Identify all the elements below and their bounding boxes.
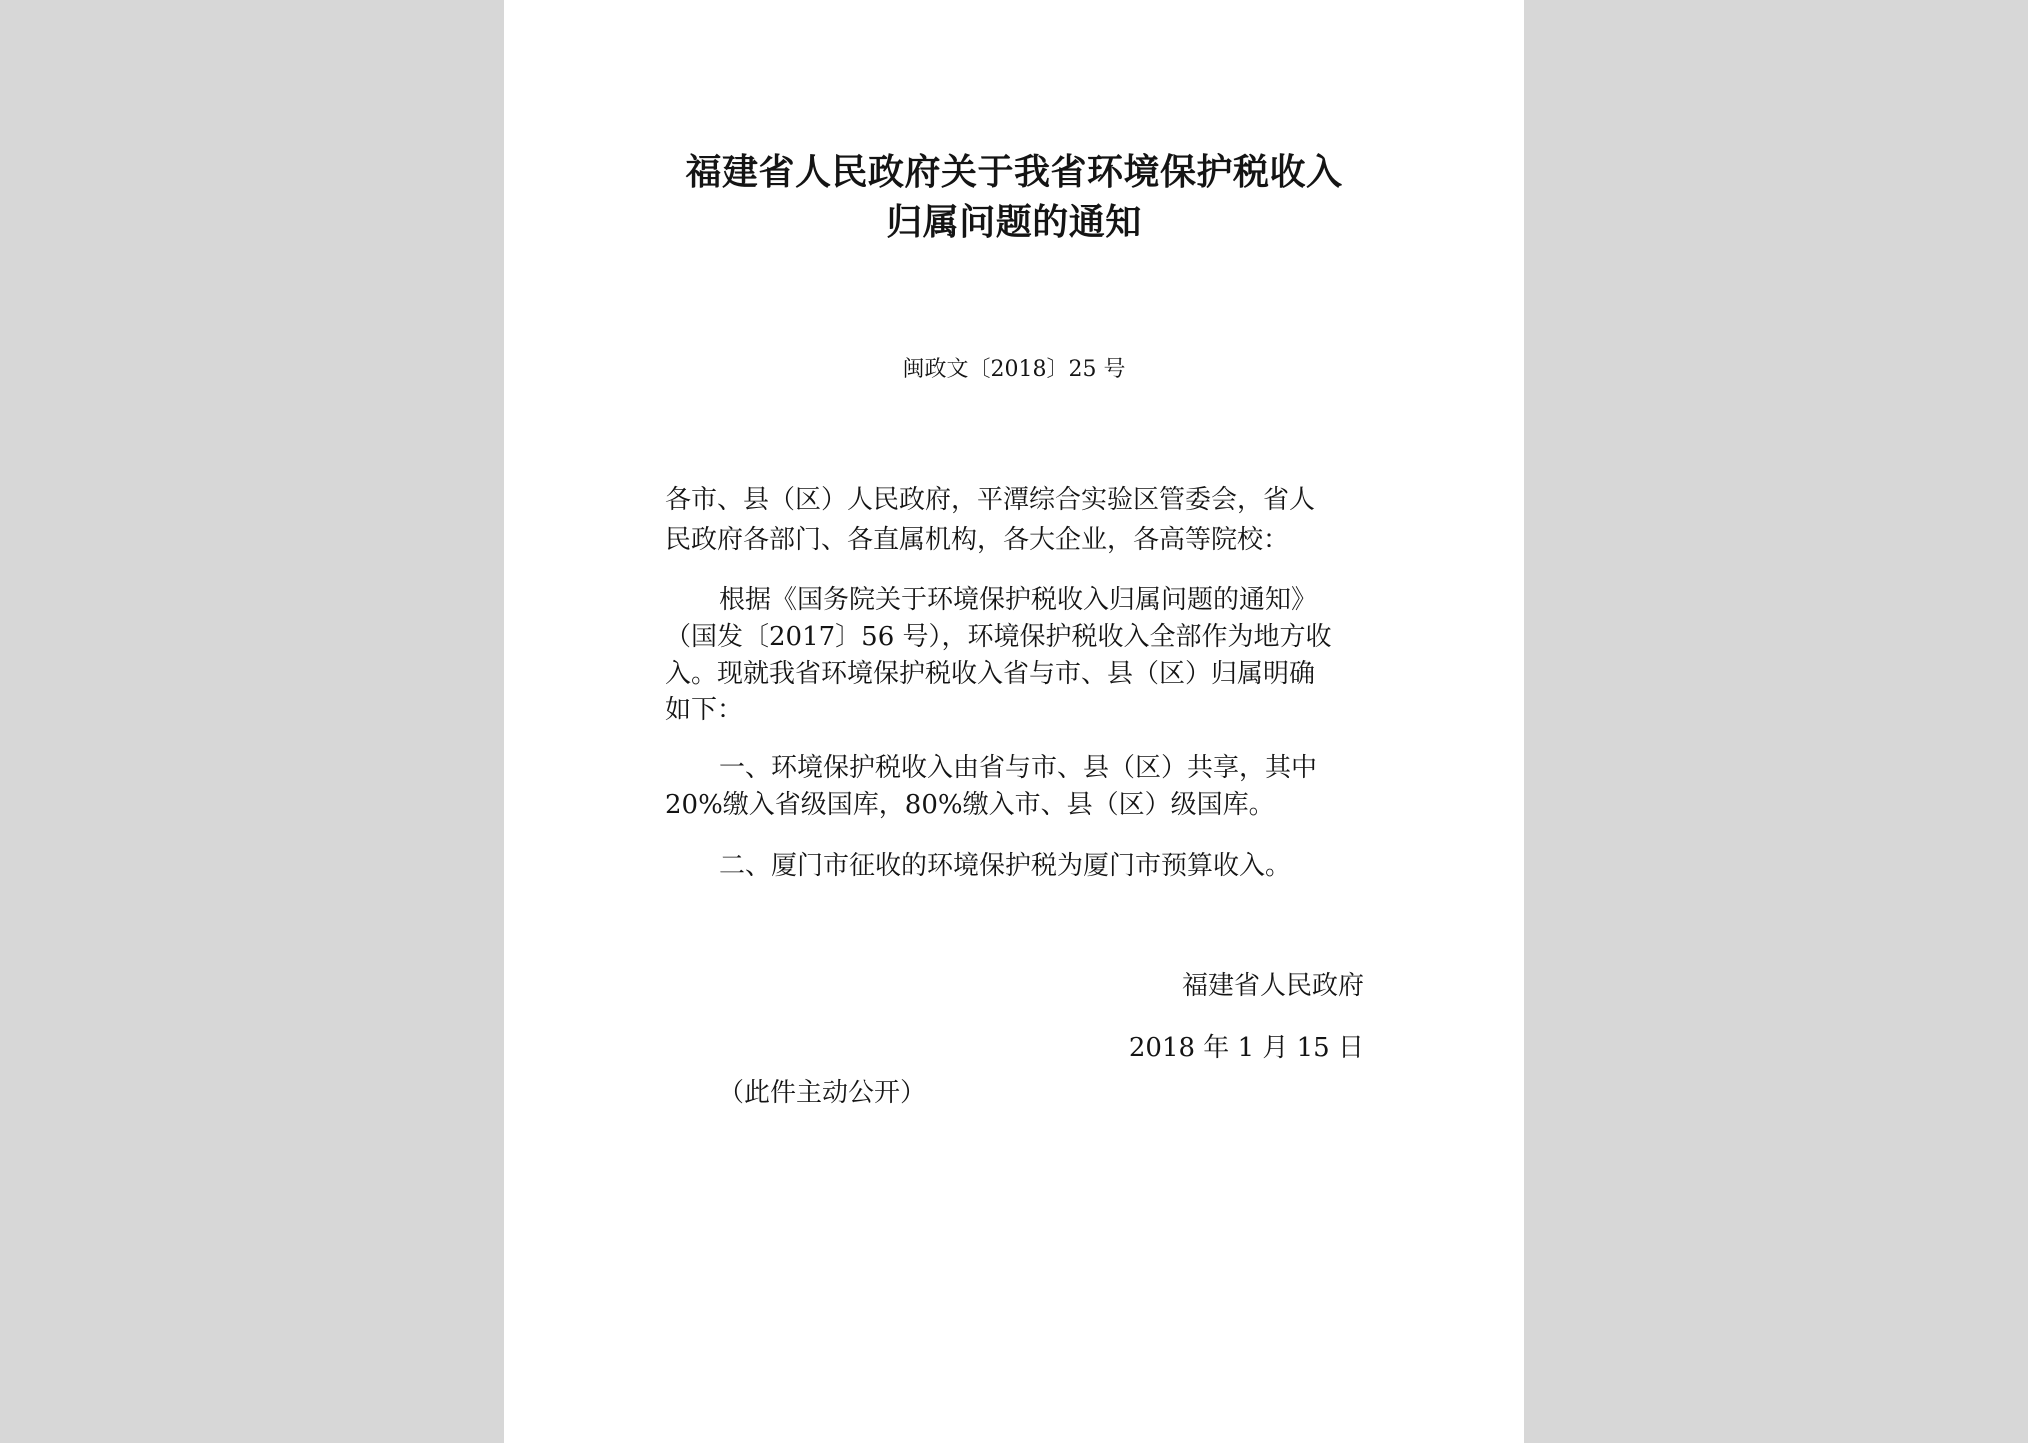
paragraph-1-line-2: （国发〔2017〕56 号），环境保护税收入全部作为地方收 [665, 622, 1332, 652]
item-1-line-1: 一、环境保护税收入由省与市、县（区）共享，其中 [719, 753, 1318, 783]
addressee-line-2: 民政府各部门、各直属机构，各大企业，各高等院校： [665, 525, 1290, 555]
paragraph-1-line-1: 根据《国务院关于环境保护税收入归属问题的通知》 [719, 585, 1318, 615]
document-title-line-1: 福建省人民政府关于我省环境保护税收入 [685, 152, 1343, 193]
addressee-line-1: 各市、县（区）人民政府，平潭综合实验区管委会，省人 [665, 485, 1316, 515]
paragraph-1-line-3: 入。现就我省环境保护税收入省与市、县（区）归属明确 [665, 659, 1316, 689]
item-2-line-1: 二、厦门市征收的环境保护税为厦门市预算收入。 [719, 851, 1292, 881]
document-title-line-2: 归属问题的通知 [886, 202, 1142, 243]
issue-date: 2018 年 1 月 15 日 [1128, 1033, 1364, 1063]
disclosure-note: （此件主动公开） [718, 1078, 927, 1108]
paragraph-1-line-4: 如下： [665, 695, 744, 725]
document-number: 闽政文〔2018〕25 号 [902, 357, 1126, 382]
document-page [504, 0, 1524, 1443]
issuer-signature: 福建省人民政府 [1181, 971, 1364, 1001]
item-1-line-2: 20%缴入省级国库，80%缴入市、县（区）级国库。 [665, 790, 1275, 820]
